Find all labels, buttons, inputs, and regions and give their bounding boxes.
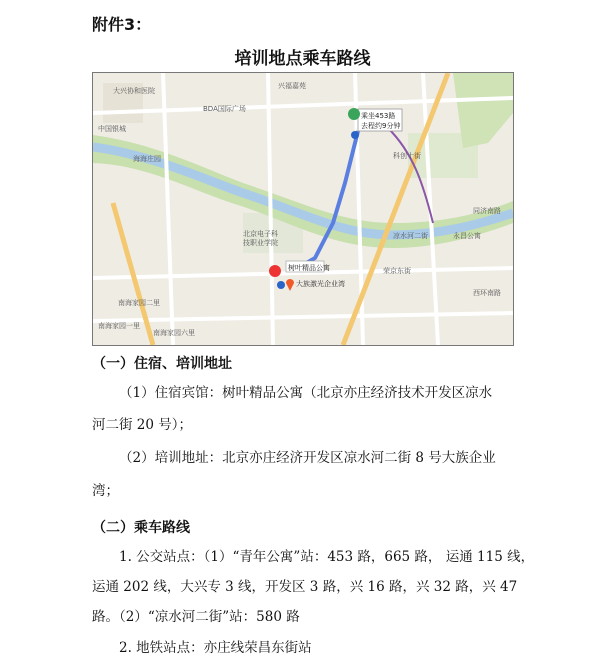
rongjing-label: 荣京东街: [383, 267, 411, 275]
xihuan-label: 西环南路: [473, 289, 501, 297]
training-address-line: 湾；: [92, 483, 119, 499]
training-address-line: （2）培训地址：北京亦庄经济开发区凉水河二街 8 号大族企业: [119, 450, 496, 466]
page-title: 培训地点乘车路线: [234, 49, 371, 69]
nanhai2-label: 南海家园二里: [118, 299, 160, 307]
bus-route-line: 运通 202 线，大兴专 3 线，开发区 3 路，兴 16 路，兴 32 路，兴 47: [92, 579, 518, 595]
start-marker: [348, 108, 360, 120]
bus-route-line: 1. 公交站点：（1）“青年公寓”站：453 路，665 路， 运通 115 线，: [119, 549, 535, 565]
bus-route-line: 路。（2）“凉水河二街”站：580 路: [92, 609, 300, 625]
bda-label: BDA国际广场: [203, 105, 246, 113]
section2-heading: （二）乘车路线: [92, 520, 190, 536]
yongchang-label: 永昌公寓: [453, 232, 481, 240]
tongjing-label: 同济南路: [473, 207, 501, 215]
liangshui-label: 凉水河二街: [393, 232, 428, 240]
callout-line: 乘坐453路: [361, 112, 396, 120]
haihai-label: 海海庄园: [133, 155, 161, 163]
bus-stop-icon: [277, 281, 285, 289]
subway-route-line: 2. 地铁站点：亦庄线荣昌东街站: [119, 640, 312, 656]
hospital-label: 大兴协和医院: [113, 87, 155, 95]
zhongguancun-label: 中国银城: [98, 125, 126, 133]
route-map[interactable]: [92, 72, 514, 346]
hotel-address-line: 河二街 20 号）；: [92, 417, 193, 433]
nanhai6-label: 南海家园六里: [153, 329, 195, 337]
school-label: 北京电子科: [243, 230, 278, 238]
company-label: 大族激光企业湾: [296, 280, 345, 288]
callout-line: 去程约9分钟: [361, 122, 401, 130]
xingfu-label: 兴福嘉苑: [278, 82, 306, 90]
hotel-address-line: （1）住宿宾馆：树叶精品公寓（北京亦庄经济技术开发区凉水: [119, 385, 493, 401]
bus-stop-icon: [351, 131, 359, 139]
hotel-label: 树叶精品公寓: [288, 264, 330, 272]
kechuang-label: 科创十街: [393, 152, 421, 160]
section1-heading: （一）住宿、培训地址: [92, 356, 232, 372]
hotel-marker-icon: [269, 265, 281, 277]
nanhai1-label: 南海家园一里: [98, 322, 140, 330]
attachment-label: 附件3：: [92, 15, 152, 34]
school-label: 技职业学院: [243, 239, 278, 247]
